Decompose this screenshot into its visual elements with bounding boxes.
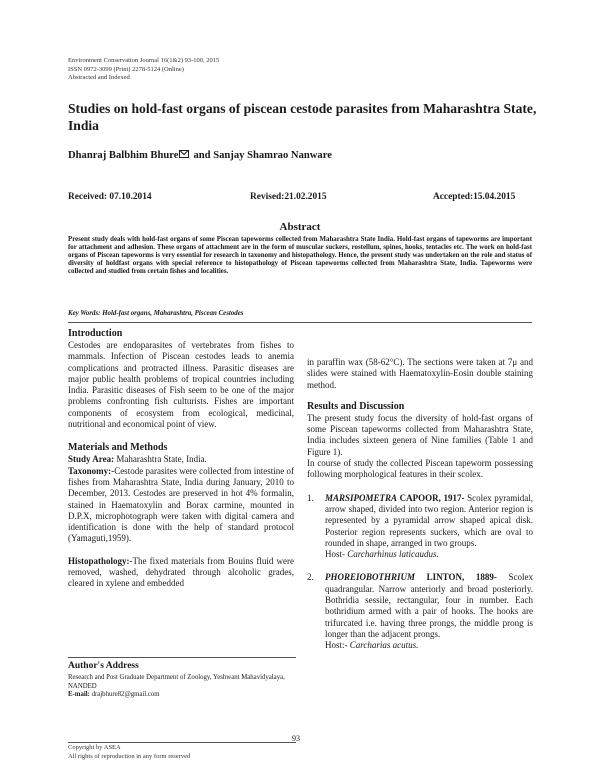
host-species: Carcharias acutus. (349, 640, 419, 651)
list-item (307, 493, 533, 561)
study-area-label: Study Area: (68, 454, 115, 465)
item-number: 1. (307, 492, 314, 503)
author-address (68, 674, 298, 700)
taxonomy-label: Taxonomy:- (68, 465, 115, 476)
study-area-text: Maharashtra State, India. (114, 454, 207, 465)
methods-heading: Materials and Methods (68, 442, 168, 454)
item-number: 2. (307, 572, 314, 583)
author-line (68, 150, 332, 161)
histopathology-label: Histopathology:- (68, 555, 133, 566)
results-text-1: The present study focus the diversity of hold-fast organs of some Piscean tapeworms collected from Maharashtra State, India includes sixteen genera of Nine families (Table 1 and Figure 1). (307, 412, 533, 457)
first-author: Dhanraj Balbhim Bhure (68, 150, 179, 161)
page-number: 93 (292, 734, 300, 743)
intro-text: Cestodes are endoparasites of vertebrates from fishes to mammals. Infection of Piscean cestodes leads to anemia complications and protracted illness. Parasitic diseases are major public health problems of tropical countries including India. Parasitic diseases of Fish seem to be one of the major problems confronting fish culturists. Fishes are important components of ecosystem from ecological, medicinal, nutritional and economical point of view. (68, 340, 294, 430)
scolex-description: Scolex quadrangular. Narrow anteriorly and broad posteriorly. Bothridia sessile, rectangular, four in number. Each bothridium armed with a pair of hooks. The hooks are trifurcated i.e. having three prongs, the middle prong is longer than the adjacent prongs. (325, 572, 534, 639)
list-item (307, 572, 533, 651)
journal-indexing: Abstracted and Indexed (68, 74, 130, 82)
copyright-rights: All rights of reproduction in any form reserved (68, 752, 191, 760)
scolex-description: Scolex pyramidal, arrow shaped, divided into two region. Anterior region is represented by a pyramidal arrow shaped apical disk. Posterior region represents suckers, which are oval to rounded in shape, arranged in two groups. (325, 492, 534, 548)
revised-date: Revised:21.02.2015 (250, 192, 327, 202)
second-author: and Sanjay Shamrao Nanware (193, 150, 332, 161)
methods-continued: in paraffin wax (58-62°C). The sections were taken at 7μ and slides were stained with Haematoxylin-Eosin double staining method. (307, 357, 533, 390)
item-description (325, 572, 533, 640)
mail-icon (179, 150, 189, 158)
received-date: Received: 07.10.2014 (68, 192, 152, 202)
email-value: drajbhure82@gmail.com (89, 691, 160, 699)
host-label: Host:- (325, 640, 350, 651)
footer-divider (68, 742, 296, 743)
item-description (325, 493, 533, 549)
intro-heading: Introduction (68, 328, 123, 339)
accepted-date: Accepted:15.04.2015 (433, 192, 516, 202)
right-column (307, 357, 533, 652)
journal-citation: Environment Conservation Journal 16(1&2) 93-100, 2015 (68, 57, 220, 64)
left-column (68, 328, 294, 590)
host-line (325, 640, 533, 651)
genus-name: PHOREIOBOTHRIUM (325, 572, 416, 583)
results-text-2: In course of study the collected Piscean tapeworm possessing following morphological features in their scolex. (307, 458, 533, 480)
address-institution: Research and Post Graduate Department of Zoology, Yeshwant Mahavidyalaya, NANDED (68, 674, 285, 690)
taxonomy-paragraph (68, 466, 294, 545)
keywords-divider (68, 322, 532, 323)
study-area (68, 454, 294, 465)
taxonomy-text: Cestode parasites were collected from intestine of fishes from Maharashtra State, India during January, 2010 to December, 2013. Cestodes are preserved in hot 4% formalin, stained in Haematoxylin and Borax carmine, mounted in D.P.X, microphotograph were taken with digital camera and identification is done with the help of standard protocol (Yamaguti,1959). (68, 465, 294, 544)
address-email (68, 691, 298, 700)
paper-title: Studies on hold-fast organs of piscean cestode parasites from Maharashtra State, India (68, 101, 537, 133)
genus-author: LINTON, 1889- (415, 572, 497, 583)
journal-header (68, 57, 219, 83)
host-line (325, 549, 533, 560)
copyright (68, 744, 190, 761)
journal-issn: ISSN 0972-3099 (Print) 2278-5124 (Online) (68, 65, 184, 73)
host-label: Host- (325, 549, 348, 560)
abstract-text: Present study deals with hold-fast organs of some Piscean tapeworms collected from Maharashtra State India. Hold-fast organs of tapeworms are important for attachment and adhesion. These organs of attachment are in the form of muscular suckers, rostellum, spines, hooks, tentacles etc. The work on hold-fast organs of Piscean tapeworms is very essential for research in taxonomy and histopathology. Hence, the present study was undertaken on the role and status of diversity of holdfast organs with special reference to histopathology of Piscean tapeworms collected from Maharashtra State, India. Tapeworms were collected and studied from certain fishes and localities. (68, 236, 532, 276)
address-heading: Author's Address (68, 661, 139, 671)
abstract-heading: Abstract (279, 221, 321, 233)
keywords: Key Words: Hold-fast organs, Maharashtra, Piscean Cestodes (68, 310, 244, 317)
address-divider (68, 657, 296, 658)
genus-name: MARSIPOMETRA (325, 492, 398, 503)
email-label: E-mail: (68, 691, 90, 699)
results-heading: Results and Discussion (307, 400, 405, 412)
genus-author: CAPOOR, 1917- (397, 492, 465, 503)
copyright-owner: Copyright by ASEA (68, 744, 121, 751)
histopathology-paragraph (68, 556, 294, 590)
histopathology-text: The fixed materials from Bouins fluid were removed, washed, dehydrated through alcoholic grades, cleared in xylene and embedded (68, 555, 294, 589)
host-species: Carcharhinus laticaudus. (347, 549, 439, 560)
